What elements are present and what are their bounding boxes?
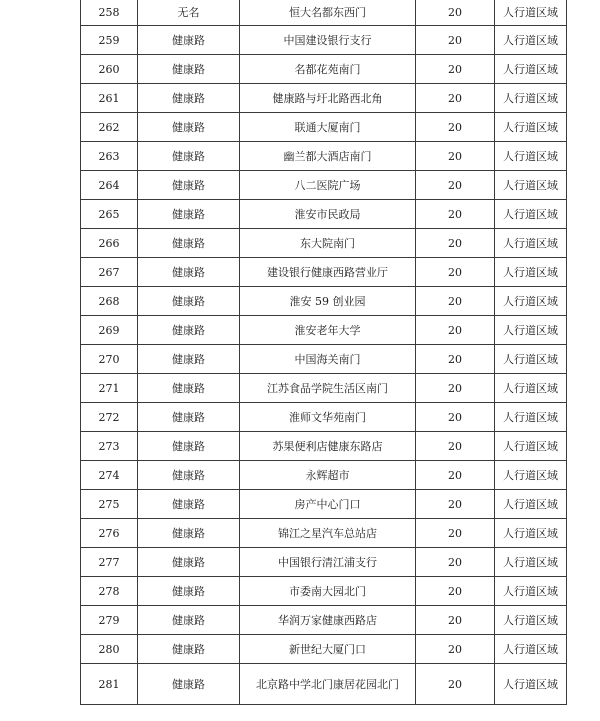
road-cell: 健康路 xyxy=(138,84,240,113)
road-cell: 健康路 xyxy=(138,200,240,229)
count-cell: 20 xyxy=(416,258,495,287)
table-row xyxy=(81,142,567,171)
area-cell: 人行道区域 xyxy=(495,55,567,84)
table-row xyxy=(81,606,567,635)
location-cell: 联通大厦南门 xyxy=(240,113,416,142)
area-cell: 人行道区域 xyxy=(495,345,567,374)
count-cell: 20 xyxy=(416,519,495,548)
area-cell: 人行道区域 xyxy=(495,664,567,705)
location-cell: 名都花苑南门 xyxy=(240,55,416,84)
area-cell: 人行道区域 xyxy=(495,577,567,606)
row-number-cell: 272 xyxy=(81,403,138,432)
road-cell: 健康路 xyxy=(138,171,240,200)
count-cell: 20 xyxy=(416,461,495,490)
area-cell: 人行道区域 xyxy=(495,403,567,432)
table-row xyxy=(81,374,567,403)
location-cell: 锦江之星汽车总站店 xyxy=(240,519,416,548)
road-cell: 健康路 xyxy=(138,490,240,519)
area-cell: 人行道区域 xyxy=(495,84,567,113)
row-number-cell: 278 xyxy=(81,577,138,606)
location-cell: 江苏食品学院生活区南门 xyxy=(240,374,416,403)
area-cell: 人行道区域 xyxy=(495,374,567,403)
location-cell: 新世纪大厦门口 xyxy=(240,635,416,664)
area-cell: 人行道区域 xyxy=(495,490,567,519)
road-cell: 健康路 xyxy=(138,55,240,84)
row-number-cell: 276 xyxy=(81,519,138,548)
road-cell: 健康路 xyxy=(138,635,240,664)
area-cell: 人行道区域 xyxy=(495,258,567,287)
area-cell: 人行道区域 xyxy=(495,461,567,490)
location-cell: 淮师文华苑南门 xyxy=(240,403,416,432)
location-cell: 市委南大园北门 xyxy=(240,577,416,606)
road-cell: 健康路 xyxy=(138,142,240,171)
count-cell: 20 xyxy=(416,142,495,171)
count-cell: 20 xyxy=(416,316,495,345)
road-cell: 健康路 xyxy=(138,374,240,403)
road-cell: 健康路 xyxy=(138,316,240,345)
road-cell: 健康路 xyxy=(138,258,240,287)
row-number-cell: 280 xyxy=(81,635,138,664)
area-cell: 人行道区域 xyxy=(495,635,567,664)
row-number-cell: 263 xyxy=(81,142,138,171)
area-cell: 人行道区域 xyxy=(495,519,567,548)
road-cell: 健康路 xyxy=(138,403,240,432)
row-number-cell: 281 xyxy=(81,664,138,705)
area-cell: 人行道区域 xyxy=(495,26,567,55)
row-number-cell: 262 xyxy=(81,113,138,142)
location-cell: 恒大名都东西门 xyxy=(240,0,416,26)
location-cell: 淮安老年大学 xyxy=(240,316,416,345)
count-cell: 20 xyxy=(416,548,495,577)
row-number-cell: 266 xyxy=(81,229,138,258)
road-cell: 健康路 xyxy=(138,287,240,316)
row-number-cell: 271 xyxy=(81,374,138,403)
row-number-cell: 261 xyxy=(81,84,138,113)
location-cell: 淮安 59 创业园 xyxy=(240,287,416,316)
location-cell: 中国海关南门 xyxy=(240,345,416,374)
row-number-cell: 265 xyxy=(81,200,138,229)
count-cell: 20 xyxy=(416,490,495,519)
area-cell: 人行道区域 xyxy=(495,548,567,577)
location-cell: 八二医院广场 xyxy=(240,171,416,200)
table-row xyxy=(81,461,567,490)
row-number-cell: 277 xyxy=(81,548,138,577)
location-cell: 建设银行健康西路营业厅 xyxy=(240,258,416,287)
table-row xyxy=(81,548,567,577)
road-cell: 健康路 xyxy=(138,113,240,142)
location-cell: 幽兰都大酒店南门 xyxy=(240,142,416,171)
area-cell: 人行道区域 xyxy=(495,606,567,635)
row-number-cell: 269 xyxy=(81,316,138,345)
road-cell: 健康路 xyxy=(138,26,240,55)
location-cell: 华润万家健康西路店 xyxy=(240,606,416,635)
area-cell: 人行道区域 xyxy=(495,113,567,142)
table-row xyxy=(81,664,567,705)
row-number-cell: 270 xyxy=(81,345,138,374)
count-cell: 20 xyxy=(416,287,495,316)
row-number-cell: 258 xyxy=(81,0,138,26)
count-cell: 20 xyxy=(416,635,495,664)
road-cell: 健康路 xyxy=(138,606,240,635)
road-cell: 健康路 xyxy=(138,664,240,705)
table-row xyxy=(81,229,567,258)
area-cell: 人行道区域 xyxy=(495,316,567,345)
road-cell: 健康路 xyxy=(138,548,240,577)
location-cell: 房产中心门口 xyxy=(240,490,416,519)
row-number-cell: 268 xyxy=(81,287,138,316)
count-cell: 20 xyxy=(416,229,495,258)
row-number-cell: 264 xyxy=(81,171,138,200)
table-row xyxy=(81,345,567,374)
count-cell: 20 xyxy=(416,374,495,403)
row-number-cell: 274 xyxy=(81,461,138,490)
row-number-cell: 275 xyxy=(81,490,138,519)
road-cell: 健康路 xyxy=(138,432,240,461)
table-row xyxy=(81,55,567,84)
count-cell: 20 xyxy=(416,55,495,84)
area-cell: 人行道区域 xyxy=(495,200,567,229)
count-cell: 20 xyxy=(416,577,495,606)
row-number-cell: 259 xyxy=(81,26,138,55)
location-cell: 中国建设银行支行 xyxy=(240,26,416,55)
road-cell: 健康路 xyxy=(138,461,240,490)
table-row xyxy=(81,84,567,113)
count-cell: 20 xyxy=(416,171,495,200)
road-cell: 健康路 xyxy=(138,345,240,374)
table-row xyxy=(81,432,567,461)
count-cell: 20 xyxy=(416,26,495,55)
table-row xyxy=(81,171,567,200)
table-row xyxy=(81,403,567,432)
road-cell: 健康路 xyxy=(138,519,240,548)
row-number-cell: 279 xyxy=(81,606,138,635)
area-cell: 人行道区域 xyxy=(495,0,567,26)
count-cell: 20 xyxy=(416,403,495,432)
table-body xyxy=(81,0,567,705)
table-row xyxy=(81,200,567,229)
table-row xyxy=(81,113,567,142)
table-row xyxy=(81,577,567,606)
count-cell: 20 xyxy=(416,664,495,705)
table-row xyxy=(81,0,567,26)
parking-location-table xyxy=(80,0,567,705)
table-row xyxy=(81,490,567,519)
row-number-cell: 267 xyxy=(81,258,138,287)
row-number-cell: 273 xyxy=(81,432,138,461)
location-cell: 东大院南门 xyxy=(240,229,416,258)
road-cell: 健康路 xyxy=(138,229,240,258)
table-row xyxy=(81,26,567,55)
area-cell: 人行道区域 xyxy=(495,229,567,258)
count-cell: 20 xyxy=(416,200,495,229)
table-row xyxy=(81,316,567,345)
area-cell: 人行道区域 xyxy=(495,432,567,461)
table-row xyxy=(81,287,567,316)
count-cell: 20 xyxy=(416,0,495,26)
location-cell: 苏果便利店健康东路店 xyxy=(240,432,416,461)
count-cell: 20 xyxy=(416,345,495,374)
count-cell: 20 xyxy=(416,606,495,635)
row-number-cell: 260 xyxy=(81,55,138,84)
area-cell: 人行道区域 xyxy=(495,142,567,171)
count-cell: 20 xyxy=(416,113,495,142)
location-cell: 健康路与圩北路西北角 xyxy=(240,84,416,113)
location-cell: 淮安市民政局 xyxy=(240,200,416,229)
count-cell: 20 xyxy=(416,84,495,113)
area-cell: 人行道区域 xyxy=(495,171,567,200)
road-cell: 无名 xyxy=(138,0,240,26)
area-cell: 人行道区域 xyxy=(495,287,567,316)
table-row xyxy=(81,635,567,664)
location-cell: 中国银行清江浦支行 xyxy=(240,548,416,577)
table-row xyxy=(81,519,567,548)
table-row xyxy=(81,258,567,287)
road-cell: 健康路 xyxy=(138,577,240,606)
location-cell: 永辉超市 xyxy=(240,461,416,490)
count-cell: 20 xyxy=(416,432,495,461)
location-cell: 北京路中学北门康居花园北门 xyxy=(240,664,416,705)
